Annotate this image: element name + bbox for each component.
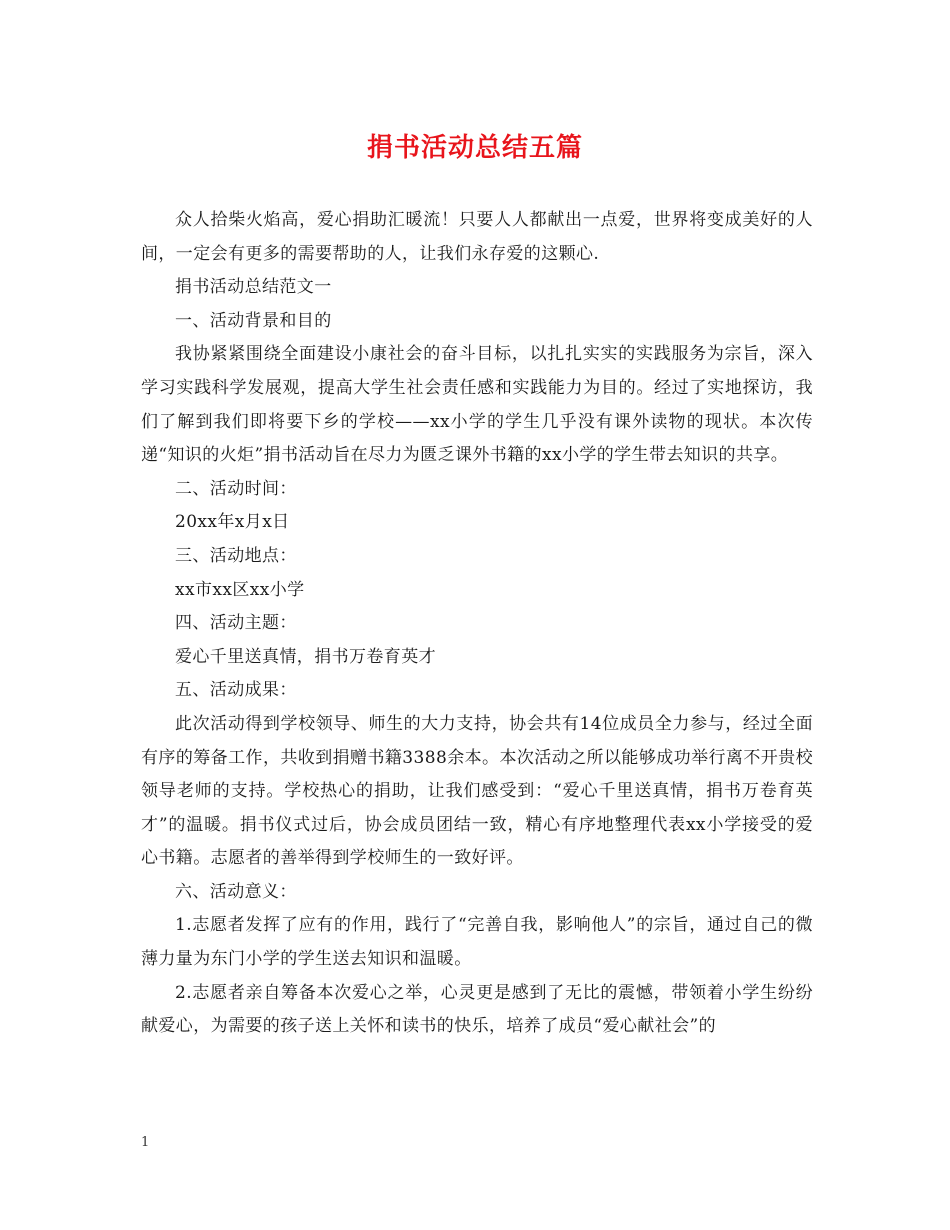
document-body (141, 204, 813, 1044)
results-paragraph: 此次活动得到学校领导、师生的大力支持，协会共有14位成员全力参与，经过全面有序的筹备工作，共收到捐赠书籍3388余本。本次活动之所以能够成功举行离不开贵校领导老师的支持。学校热心的捐助，让我们感受到：“爱心千里送真情，捐书万卷育英才”的温暖。捐书仪式过后，协会成员团结一致，精心有序地整理代表xx小学接受的爱心书籍。志愿者的善举得到学校师生的一致好评。 (141, 713, 813, 869)
heading-activity-results: 五、活动成果： (175, 680, 297, 701)
background-paragraph: 我协紧紧围绕全面建设小康社会的奋斗目标，以扎扎实实的实践服务为宗旨，深入学习实践科学发展观，提高大学生社会责任感和实践能力为目的。经过了实地探访，我们了解到我们即将要下乡的学校——xx小学的学生几乎没有课外读物的现状。本次传递“知识的火炬”捐书活动旨在尽力为匮乏课外书籍的xx小学的学生带去知识的共享。 (141, 344, 813, 466)
intro-paragraph: 众人拾柴火焰高，爱心捐助汇暖流！只要人人都献出一点爱，世界将变成美好的人间，一定会有更多的需要帮助的人，让我们永存爱的这颗心. (141, 210, 813, 264)
significance-item-1: 1.志愿者发挥了应有的作用，践行了“完善自我，影响他人”的宗旨，通过自己的微薄力量为东门小学的学生送去知识和温暖。 (141, 915, 813, 970)
activity-location-value: xx市xx区xx小学 (175, 579, 305, 600)
activity-time-value: 20xx年x月x日 (175, 512, 290, 533)
heading-activity-time: 二、活动时间： (175, 478, 297, 499)
heading-activity-location: 三、活动地点： (175, 545, 297, 566)
heading-activity-significance: 六、活动意义： (175, 881, 297, 902)
heading-activity-theme: 四、活动主题： (175, 613, 297, 634)
document-title: 捐书活动总结五篇 (366, 133, 583, 163)
activity-theme-value: 爱心千里送真情，捐书万卷育英才 (175, 646, 436, 667)
page-number: 1 (141, 1135, 150, 1150)
section-heading-sample-one: 捐书活动总结范文一 (175, 277, 332, 298)
heading-background-purpose: 一、活动背景和目的 (175, 310, 332, 331)
significance-item-2: 2.志愿者亲自筹备本次爱心之举，心灵更是感到了无比的震憾，带领着小学生纷纷献爱心，为需要的孩子送上关怀和读书的快乐，培养了成员“爱心献社会”的 (141, 982, 813, 1037)
